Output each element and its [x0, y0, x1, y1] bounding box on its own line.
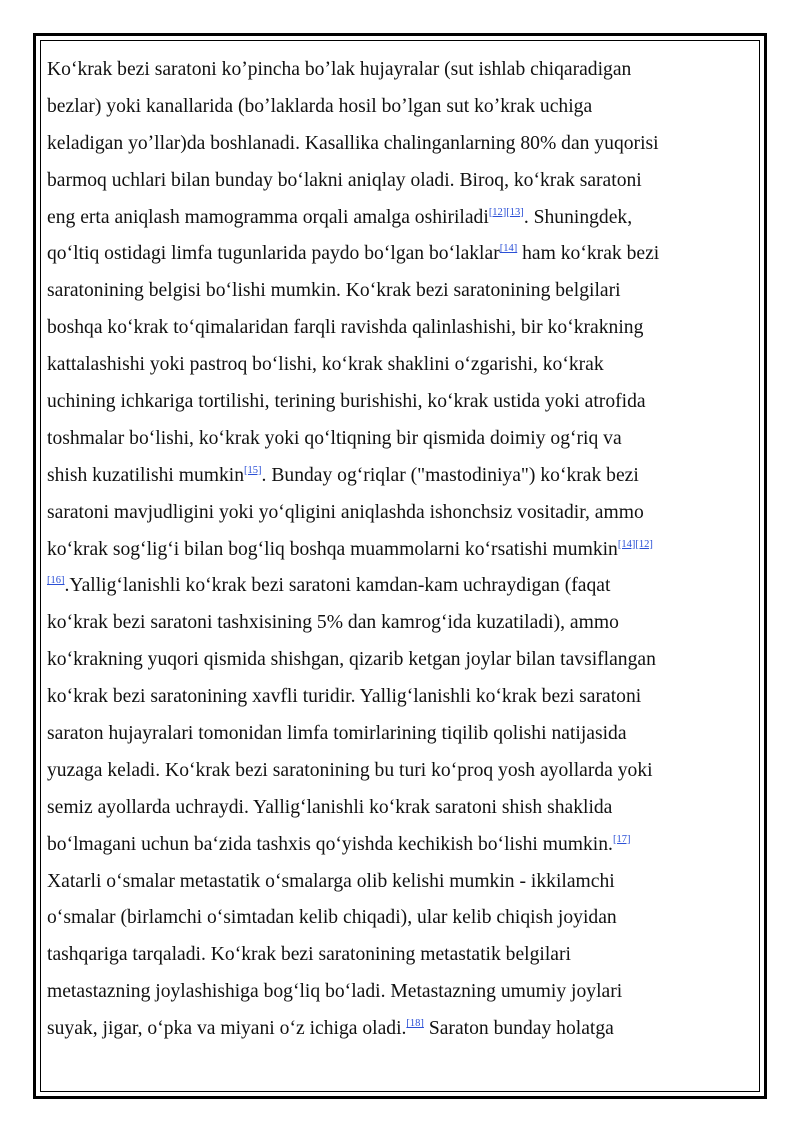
text-line	[47, 163, 737, 200]
footnote-link[interactable]: [14][12]	[617, 538, 653, 550]
text-segment: toshmalar boʻlishi, koʻkrak yoki qoʻltiqning bir qismida doimiy ogʻriq va	[47, 427, 622, 449]
text-segment: uchining ichkariga tortilishi, terining burishishi, koʻkrak ustida yoki atrofida	[47, 391, 646, 413]
text-line	[47, 716, 737, 753]
text-line	[47, 421, 737, 458]
text-segment: barmoq uchlari bilan bunday boʻlakni aniqlay oladi. Biroq, koʻkrak saratoni	[47, 169, 642, 191]
text-line	[47, 864, 737, 901]
text-segment: eng erta aniqlash mamogramma orqali amalga oshiriladi	[47, 206, 489, 228]
text-segment: koʻkrak bezi saratonining xavfli turidir. Yalligʻlanishli koʻkrak bezi saratoni	[47, 686, 642, 708]
text-line	[47, 89, 737, 126]
footnote-link[interactable]: [16]	[47, 575, 65, 587]
text-segment: ham koʻkrak bezi	[517, 243, 660, 265]
text-line	[47, 753, 737, 790]
text-segment: semiz ayollarda uchraydi. Yalligʻlanishli koʻkrak saratoni shish shaklida	[47, 796, 613, 818]
text-segment: yuzaga keladi. Koʻkrak bezi saratonining bu turi koʻproq yosh ayollarda yoki	[47, 759, 653, 781]
footnote-link[interactable]: [17]	[612, 833, 631, 845]
text-segment: oʻsmalar (birlamchi oʻsimtadan kelib chiqadi), ular kelib chiqish joyidan	[47, 907, 617, 929]
text-line	[47, 900, 737, 937]
text-line	[47, 937, 737, 974]
footnote-link[interactable]: [15]	[244, 464, 262, 476]
text-segment: koʻkrakning yuqori qismida shishgan, qizarib ketgan joylar bilan tavsiflangan	[47, 649, 656, 671]
text-line	[47, 642, 737, 679]
text-line	[47, 236, 737, 273]
text-line	[47, 790, 737, 827]
text-line	[47, 827, 737, 864]
text-segment: boʻlmagani uchun baʻzida tashxis qoʻyishda kechikish boʻlishi mumkin.	[47, 833, 613, 855]
text-line	[47, 974, 737, 1011]
text-line	[47, 200, 737, 237]
text-segment: koʻkrak sogʻligʻi bilan bogʻliq boshqa muammolarni koʻrsatishi mumkin	[47, 538, 618, 560]
text-segment: shish kuzatilishi mumkin	[47, 464, 245, 486]
text-segment: suyak, jigar, oʻpka va miyani oʻz ichiga oladi.	[47, 1018, 407, 1040]
text-line	[47, 458, 737, 495]
text-segment: saratonining belgisi boʻlishi mumkin. Koʻkrak bezi saratonining belgilari	[47, 280, 621, 302]
footnote-link[interactable]: [14]	[499, 243, 518, 255]
text-segment: koʻkrak bezi saratoni tashxisining 5% dan kamrogʻida kuzatiladi), ammo	[47, 612, 619, 634]
text-segment: saratoni mavjudligini yoki yoʻqligini aniqlashda ishonchsiz vositadir, ammo	[47, 501, 644, 523]
text-line	[47, 1011, 737, 1048]
text-segment: . Bunday ogʻriqlar ("mastodiniya") koʻkrak bezi	[261, 464, 639, 486]
text-segment: kattalashishi yoki pastroq boʻlishi, koʻkrak shaklini oʻzgarishi, koʻkrak	[47, 354, 604, 376]
text-segment: . Shuningdek,	[523, 206, 633, 228]
text-line	[47, 52, 737, 89]
text-line	[47, 310, 737, 347]
text-line	[47, 532, 737, 569]
text-segment: boshqa koʻkrak toʻqimalaridan farqli ravishda qalinlashishi, bir koʻkrakning	[47, 317, 644, 339]
text-segment: Koʻkrak bezi saratoni koʼpincha boʼlak hujayralar (sut ishlab chiqaradigan	[47, 59, 632, 80]
text-segment: .Yalligʻlanishli koʻkrak bezi saratoni kamdan-kam uchraydigan (faqat	[64, 575, 611, 597]
text-line	[47, 347, 737, 384]
text-segment: qoʻltiq ostidagi limfa tugunlarida paydo boʻlgan boʻlaklar	[47, 243, 500, 265]
text-line	[47, 679, 737, 716]
text-line	[47, 568, 737, 605]
footnote-link[interactable]: [12][13]	[488, 206, 524, 218]
text-line	[47, 605, 737, 642]
text-segment: tashqariga tarqaladi. Koʻkrak bezi saratonining metastatik belgilari	[47, 944, 571, 966]
text-segment: bezlar) yoki kanallarida (boʼlaklarda hosil boʼlgan sut koʼkrak uchiga	[47, 95, 593, 117]
text-line	[47, 384, 737, 421]
text-segment: Xatarli oʻsmalar metastatik oʻsmalarga olib kelishi mumkin - ikkilamchi	[47, 870, 615, 892]
text-segment: saraton hujayralari tomonidan limfa tomirlarining tiqilib qolishi natijasida	[47, 723, 627, 745]
text-segment: metastazning joylashishiga bogʻliq boʻladi. Metastazning umumiy joylari	[47, 981, 623, 1003]
body-text	[47, 52, 737, 1048]
text-segment: Saraton bunday holatga	[423, 1018, 614, 1040]
footnote-link[interactable]: [18]	[406, 1018, 424, 1030]
text-line	[47, 126, 737, 163]
text-line	[47, 495, 737, 532]
text-line	[47, 273, 737, 310]
text-segment: keladigan yoʼllar)da boshlanadi. Kasallika chalinganlarning 80% dan yuqorisi	[47, 132, 659, 154]
